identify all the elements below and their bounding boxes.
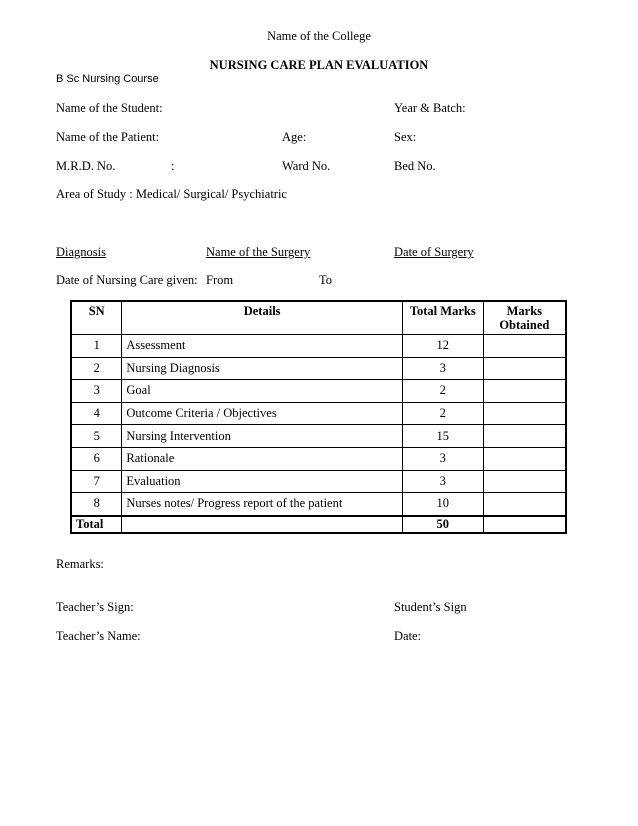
row-sn: 5 bbox=[71, 425, 122, 448]
row-sn: 1 bbox=[71, 335, 122, 358]
header-total-marks: Total Marks bbox=[402, 301, 483, 335]
area-of-study: Area of Study : Medical/ Surgical/ Psychiatric bbox=[56, 187, 287, 201]
course-name: B Sc Nursing Course bbox=[56, 73, 159, 85]
mrd-colon: : bbox=[171, 159, 175, 173]
row-marks-obtained bbox=[483, 380, 566, 403]
form-title: NURSING CARE PLAN EVALUATION bbox=[209, 58, 429, 72]
surgery-date-label: Date of Surgery bbox=[394, 245, 474, 259]
table-row bbox=[71, 447, 566, 470]
row-marks-obtained bbox=[483, 493, 566, 516]
year-batch-label: Year & Batch: bbox=[394, 101, 466, 115]
patient-name-label: Name of the Patient: bbox=[56, 130, 160, 144]
row-sn: 7 bbox=[71, 470, 122, 493]
table-row bbox=[71, 470, 566, 493]
teacher-sign-label: Teacher’s Sign: bbox=[56, 600, 134, 614]
row-marks-obtained bbox=[483, 335, 566, 358]
row-marks-obtained bbox=[483, 470, 566, 493]
total-label: Total bbox=[71, 516, 122, 533]
row-details: Evaluation bbox=[122, 470, 403, 493]
row-details: Rationale bbox=[122, 447, 403, 470]
row-marks-obtained bbox=[483, 357, 566, 380]
row-total-marks: 3 bbox=[402, 447, 483, 470]
row-total-marks: 3 bbox=[402, 470, 483, 493]
evaluation-table bbox=[70, 300, 567, 534]
row-sn: 8 bbox=[71, 493, 122, 516]
surgery-name-label: Name of the Surgery bbox=[206, 245, 311, 259]
row-details: Nurses notes/ Progress report of the patient bbox=[122, 493, 403, 516]
total-row bbox=[71, 516, 566, 533]
age-label: Age: bbox=[282, 130, 307, 144]
student-sign-label: Student’s Sign bbox=[394, 600, 467, 614]
row-details: Outcome Criteria / Objectives bbox=[122, 402, 403, 425]
row-details: Assessment bbox=[122, 335, 403, 358]
row-details: Nursing Diagnosis bbox=[122, 357, 403, 380]
row-sn: 2 bbox=[71, 357, 122, 380]
row-details: Nursing Intervention bbox=[122, 425, 403, 448]
row-total-marks: 2 bbox=[402, 402, 483, 425]
table-row bbox=[71, 380, 566, 403]
row-sn: 3 bbox=[71, 380, 122, 403]
table-row bbox=[71, 357, 566, 380]
header-details: Details bbox=[122, 301, 403, 335]
diagnosis-label: Diagnosis bbox=[56, 245, 106, 259]
row-details: Goal bbox=[122, 380, 403, 403]
row-total-marks: 3 bbox=[402, 357, 483, 380]
row-marks-obtained bbox=[483, 447, 566, 470]
table-row bbox=[71, 425, 566, 448]
header-marks-obtained: Marks Obtained bbox=[483, 301, 566, 335]
remarks-label: Remarks: bbox=[56, 557, 104, 571]
teacher-name-label: Teacher’s Name: bbox=[56, 629, 141, 643]
total-obtained bbox=[483, 516, 566, 533]
table-row bbox=[71, 335, 566, 358]
row-sn: 4 bbox=[71, 402, 122, 425]
table-row bbox=[71, 402, 566, 425]
total-value: 50 bbox=[402, 516, 483, 533]
row-total-marks: 12 bbox=[402, 335, 483, 358]
header-sn: SN bbox=[71, 301, 122, 335]
table-row bbox=[71, 493, 566, 516]
date-label: Date: bbox=[394, 629, 422, 643]
row-total-marks: 2 bbox=[402, 380, 483, 403]
mrd-label: M.R.D. No. bbox=[56, 159, 116, 173]
table-header-row bbox=[71, 301, 566, 335]
row-total-marks: 15 bbox=[402, 425, 483, 448]
bed-label: Bed No. bbox=[394, 159, 436, 173]
row-sn: 6 bbox=[71, 447, 122, 470]
ward-label: Ward No. bbox=[282, 159, 331, 173]
college-name: Name of the College bbox=[267, 29, 371, 43]
total-empty bbox=[122, 516, 403, 533]
to-label: To bbox=[319, 273, 333, 287]
student-name-label: Name of the Student: bbox=[56, 101, 163, 115]
row-marks-obtained bbox=[483, 402, 566, 425]
from-label: From bbox=[206, 273, 234, 287]
care-given-label: Date of Nursing Care given: bbox=[56, 273, 198, 287]
row-marks-obtained bbox=[483, 425, 566, 448]
sex-label: Sex: bbox=[394, 130, 417, 144]
row-total-marks: 10 bbox=[402, 493, 483, 516]
